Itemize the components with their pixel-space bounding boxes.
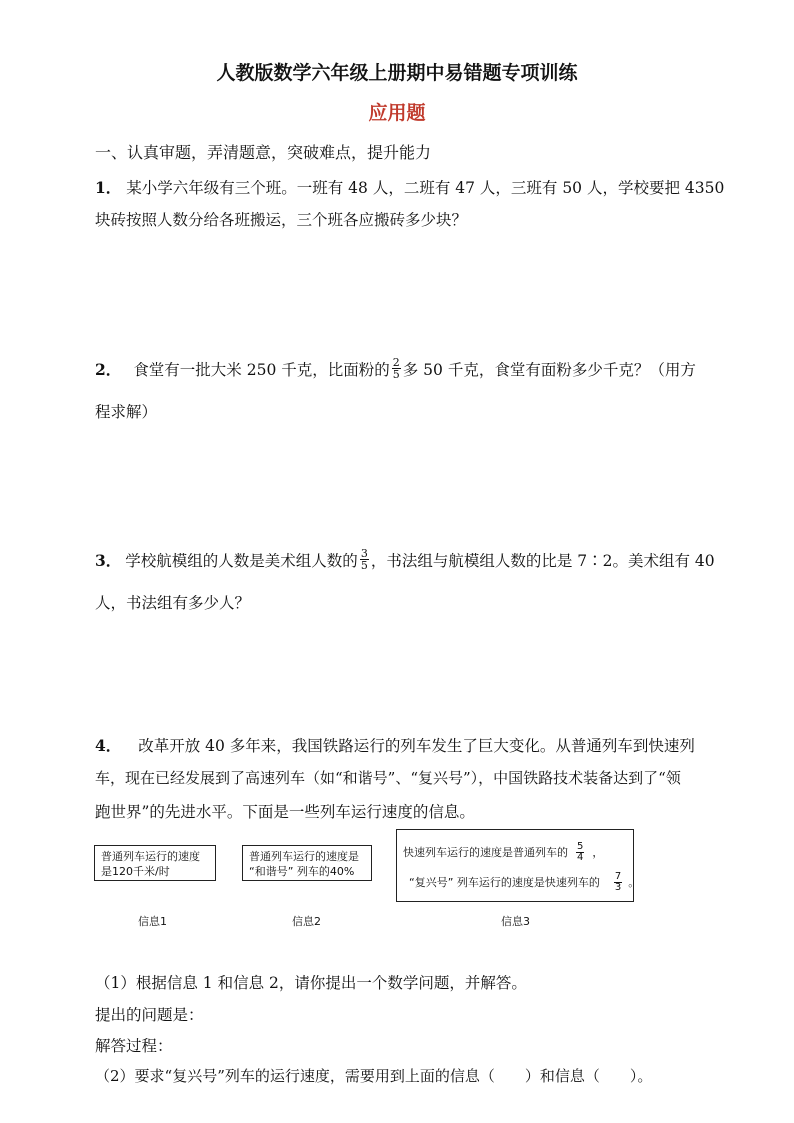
question-text: 多 50 千克，食堂有面粉多少千克？（用方 (402, 360, 696, 379)
fraction (576, 842, 584, 863)
page-title: 人教版数学六年级上册期中易错题专项训练 (216, 62, 578, 84)
question-text: ，书法组与航模组人数的比是 7∶2。美术组有 40 (370, 551, 715, 570)
question-number: 1． (95, 178, 122, 197)
fraction-numerator: 3 (360, 547, 368, 560)
fraction-numerator: 7 (614, 871, 622, 882)
fraction (614, 872, 622, 893)
question-number: 3． (95, 550, 122, 570)
fraction (360, 548, 369, 571)
fraction-numerator: 2 (392, 356, 400, 369)
info-box-3-row-1-text: 快速列车运行的速度是普通列车的 (403, 846, 568, 859)
info-box-3-row-2-text: “复兴号” 列车运行的速度是快速列车的 (409, 876, 600, 889)
info-caption-2: 信息2 (292, 915, 321, 928)
info-box-3 (396, 829, 640, 902)
fraction-denominator: 5 (392, 368, 400, 381)
info-box-1-line-2: 是120千米/时 (101, 865, 170, 878)
section-heading: 一、认真审题，弄清题意，突破难点，提升能力 (95, 143, 432, 162)
fraction (392, 357, 401, 380)
info-box-3-row-2 (409, 872, 639, 893)
question-3-line-2: 人，书法组有多少人？ (95, 594, 251, 612)
question-1-line-2: 块砖按照人数分给各班搬运，三个班各应搬砖多少块？ (95, 211, 468, 229)
question-text: 某小学六年级有三个班。一班有 48 人，二班有 47 人，三班有 50 人，学校要把 4350 (126, 179, 725, 197)
info-box-2 (242, 845, 372, 881)
answer-prompt: 解答过程： (95, 1037, 173, 1055)
info-box-3-row-1-end: ， (592, 846, 604, 859)
question-number: 4． (95, 736, 122, 755)
info-box-3-row-2-end: 。 (628, 876, 640, 889)
question-2-line-1 (95, 357, 696, 380)
page-subtitle: 应用题 (368, 102, 426, 124)
question-1-line-1 (95, 176, 724, 198)
question-text: 食堂有一批大米 250 千克，比面粉的 (133, 360, 390, 379)
question-4-line-1 (95, 734, 695, 756)
info-box-1-line-1: 普通列车运行的速度 (101, 850, 200, 863)
question-prompt: 提出的问题是： (95, 1006, 204, 1024)
fraction-numerator: 5 (577, 841, 584, 852)
info-box-3-row-1 (403, 842, 603, 863)
info-box-2-line-1: 普通列车运行的速度是 (249, 850, 359, 863)
fraction-denominator: 5 (360, 559, 368, 572)
question-number: 2． (95, 359, 122, 379)
info-caption-3: 信息3 (501, 915, 530, 928)
info-caption-1: 信息1 (138, 915, 167, 928)
fraction-denominator: 3 (614, 882, 622, 893)
question-3-line-1 (95, 548, 715, 571)
info-box-1 (94, 845, 216, 881)
question-4-line-2: 车，现在已经发展到了高速列车（如“和谐号”、“复兴号”），中国铁路技术装备达到了“领 (95, 769, 681, 787)
question-text: 改革开放 40 多年来，我国铁路运行的列车发生了巨大变化。从普通列车到快速列 (138, 737, 695, 755)
question-text: 学校航模组的人数是美术组人数的 (125, 551, 358, 570)
question-4-line-3: 跑世界”的先进水平。下面是一些列车运行速度的信息。 (95, 803, 475, 821)
sub-question-1: （1）根据信息 1 和信息 2，请你提出一个数学问题，并解答。 (95, 974, 527, 992)
question-2-line-2: 程求解） (95, 403, 158, 421)
sub-question-2: （2）要求“复兴号”列车的运行速度，需要用到上面的信息（ ）和信息（ ）。 (95, 1067, 653, 1085)
fraction-denominator: 4 (577, 852, 584, 863)
info-box-2-line-2: “和谐号” 列车的40% (249, 865, 355, 878)
